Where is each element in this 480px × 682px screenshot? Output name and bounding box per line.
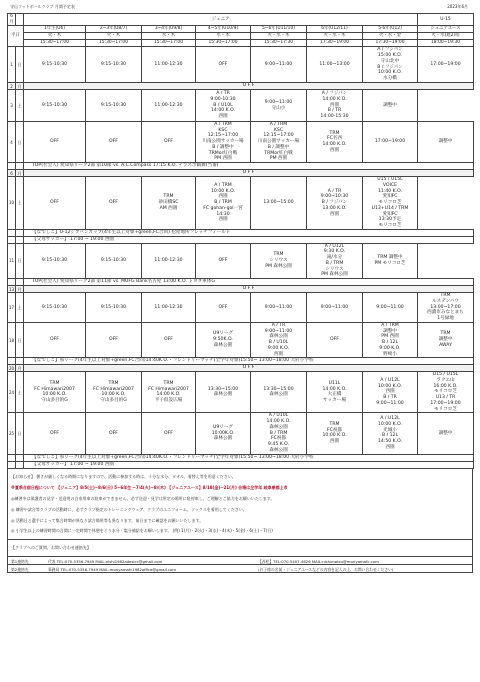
column-grade-header: 2~3年(U8/7) — [86, 26, 142, 33]
schedule-cell: U15 / U15L ラクエ山 16:00 K.O. モリコロ芝 U13 / TR 17:00~19:00 モリコロ芝 — [418, 372, 474, 413]
day-number: 18 — [8, 322, 16, 357]
notices-panel — [7, 469, 473, 540]
schedule-cell: A / フジパン 14:00 K.O. 西園 B / TR 14:00-15:30 — [307, 90, 363, 122]
schedule-cell: OFF — [142, 122, 196, 163]
schedule-cell: TRM FC Himawari2007 14:00 K.O. 平子仮設広場 — [142, 372, 196, 413]
contact-label: 第2連絡先 — [11, 566, 29, 572]
schedule-cell: 17:00~19:00 — [363, 122, 418, 163]
day-number: 20 — [8, 365, 15, 371]
day-number: 11 — [8, 243, 16, 278]
column-day-header: 火・水・金 — [363, 33, 418, 40]
weekday — [16, 279, 24, 286]
weekday: 月 — [17, 170, 22, 176]
day-number: 4 — [8, 122, 16, 163]
day-number — [8, 279, 16, 286]
schedule-cell: OFF — [24, 322, 86, 357]
column-day-header: 火・水(週2回) — [418, 33, 474, 40]
schedule-cell: 11:00~13:00 — [307, 47, 363, 83]
schedule-cell: 9:00~11:00 — [363, 293, 418, 323]
event-note: 【父母サッカー】 17:00 ~ 19:00 西園 — [24, 461, 474, 468]
off-band: O F F — [24, 365, 474, 372]
schedule-cell: 9:15-10:30 — [86, 293, 142, 323]
schedule-cell: TRM 砂田橋SC AM 西園 — [142, 177, 196, 230]
schedule-cell: 17:00~19:00 — [418, 47, 474, 83]
schedule-cell: U11L 14:00 K.O. 大正橋 サッカー場 — [307, 372, 363, 413]
schedule-cell: OFF — [86, 177, 142, 230]
contact-label: 第1連絡先 — [11, 558, 29, 564]
schedule-cell: A / U12L 9:30 K.O. 滝/水分 B / TRM シリウス PM 森林公園 — [307, 243, 363, 278]
column-day-header: 火・木 — [24, 33, 86, 40]
schedule-cell: 調整中 — [418, 413, 474, 454]
u15-header: U-15 — [418, 14, 474, 26]
column-day-header: 火・木 — [86, 33, 142, 40]
schedule-cell: TRM FC Himawari2007 10:00 K.O. 守山多目的G — [86, 372, 142, 413]
day-number: 25 — [8, 413, 16, 454]
junior-header: ジュニア — [24, 14, 418, 26]
schedule-cell: A / TRM 調整中 PM 西園 B / 12L 9:00 K.O. 野崎小 — [363, 322, 418, 357]
schedule-cell: OFF — [24, 122, 86, 163]
document-title: 守山フットボールクラブ 月間予定表 — [10, 4, 75, 9]
schedule-cell: 9:15-10:30 — [86, 243, 142, 278]
schedule-cell: 9:15-10:30 — [24, 90, 86, 122]
schedule-cell: 9:00~11:00 — [251, 47, 307, 83]
weekday: 月 — [17, 286, 22, 292]
schedule-cell: 13:30~15:00 森林公園 — [251, 372, 307, 413]
weekday: 月 — [17, 365, 22, 371]
contacts-panel — [7, 540, 473, 557]
schedule-cell: A / TRM KSC 12:15~17:00 川南公園サッカー場 B / 調整中 TRMor紅白戦 PM 西園 — [196, 122, 251, 163]
schedule-cell: TRM ルスデンバウ 13:00~17:00 西濃市みなとまち 1号緑地 — [418, 293, 474, 323]
schedule-cell: 9:15-10:30 — [86, 47, 142, 83]
schedule-cell: 9:00~11:00 — [251, 293, 307, 323]
off-band: O F F — [24, 83, 474, 90]
day-number: 3 — [8, 90, 16, 122]
schedule-cell: 11:00-12:30 — [142, 243, 196, 278]
column-grade-header: 6年(U12/11) — [307, 26, 363, 33]
day-number: 10 — [8, 177, 16, 230]
column-time-header: 18:00~19:30 — [418, 40, 474, 47]
column-day-header: 水・木 — [142, 33, 196, 40]
weekday: 日 — [16, 47, 24, 83]
day-number: 6 — [8, 170, 16, 177]
schedule-cell: 9:15-10:30 — [86, 90, 142, 122]
contact-right: 【西松】TEL:070-5407-4626 MAIL:nishimatsu@moriyamafc.com — [258, 558, 379, 564]
schedule-cell: OFF — [307, 322, 363, 357]
day-number: 24 — [8, 372, 16, 413]
notice-line: ◎ 活動日と選手によって集合時間が異なり試合場所等も異なります。前日までに確認をお願いいたします。 — [11, 517, 204, 523]
weekday — [16, 461, 24, 468]
day-number — [8, 236, 16, 243]
contact-row — [7, 557, 473, 565]
contact-row — [7, 565, 473, 573]
weekday: 日 — [16, 322, 24, 357]
column-grade-header: 5~6年(U11/10) — [251, 26, 307, 33]
schedule-cell: OFF — [24, 413, 86, 454]
schedule-cell: TRM 調整中 AWAY — [418, 322, 474, 357]
schedule-cell: TRM FC祝都 10:00 K.O. 西園 — [307, 413, 363, 454]
day-number: 17 — [8, 293, 16, 323]
schedule-cell: 9:15-10:30 — [24, 243, 86, 278]
schedule-cell: 13:30~15:00 森林公園 — [196, 372, 251, 413]
notice-line: ◎ 練習や試合等クラブの活動時に、必ずクラブ指定のトレーニングウェア、クラブのユニフォーム、ソックスを着用してください。 — [11, 506, 247, 512]
schedule-cell: 9:15-10:30 — [24, 293, 86, 323]
schedule-cell: A / TR 9:00~10:30 B / フジパン 13:00 K.O. 西園 — [307, 177, 363, 230]
schedule-cell: 9:00~11:00 守山小 — [251, 90, 307, 122]
schedule-cell: A / TRM 10:00 K.O. 西園 B / TRM FC gohan-gol一宮 14:30 西園 — [196, 177, 251, 230]
schedule-cell: 調整中 — [418, 122, 474, 163]
weekday: 月 — [17, 83, 22, 89]
weekday: 土 — [16, 90, 24, 122]
day-number: 2 — [8, 83, 16, 90]
day-number — [8, 358, 16, 365]
schedule-cell: 11:00-12:30 — [142, 293, 196, 323]
notice-line: ◎ 小学生以上の練習時間の合間に一定時間で休憩をとり水分・塩分補給をお願いします。 (例) 1(月)・2(火)・3(水)・4(木)・5(金)・6(土)・7(日) — [11, 528, 273, 534]
day-number: 13 — [8, 286, 15, 292]
schedule-cell: OFF — [196, 293, 251, 323]
weekday: 日 — [16, 243, 24, 278]
contact-left: 事務局 TEL:070-5356-7949 MAIL:moriyamafc1982office@gmail.com — [48, 566, 177, 572]
day-number — [8, 229, 16, 236]
column-time-header: 15:30~17:30 — [251, 40, 307, 47]
document-date: 2023年6月 — [447, 4, 468, 9]
schedule-cell: TRM FC名西 14:00 K.O. 西園 — [307, 122, 363, 163]
weekday-header: 平日 — [8, 26, 24, 47]
weekday: 日 — [16, 413, 24, 454]
schedule-cell: OFF — [196, 243, 251, 278]
schedule-cell: OFF — [196, 47, 251, 83]
event-note: TOP(社会人) 愛知県リーグ2部 第10節 vs. A.C.Compass 17:15 K.O. テラスポ鶴舞(当番) — [24, 163, 474, 170]
contacts-heading: 【クラブへのご質問、お問い合わせ連絡先】 — [11, 545, 91, 551]
weekday — [16, 358, 24, 365]
schedule-cell: U9リーグ 9:50K.O. 森林公園 — [196, 322, 251, 357]
notice-line: ◎練習中は保護者の見学・送迎用の自家用車の駐車ができません。必ず送迎・見学は所定の場所に駐停車し、ご理解とご協力をお願いいたします。 — [11, 495, 275, 501]
column-grade-header: 5·6年(U12) — [363, 26, 418, 33]
schedule-cell: OFF — [142, 322, 196, 357]
day-number: 1 — [8, 47, 16, 83]
day-number — [8, 454, 16, 461]
column-grade-header: ジュニアユース — [418, 26, 474, 33]
schedule-cell: TRM シリウス PM 森林公園 — [251, 243, 307, 278]
schedule-cell: 11:00-12:30 — [142, 47, 196, 83]
event-note: 【父母サッカー】 17:00 ~ 19:00 西園 — [24, 236, 474, 243]
schedule-cell: OFF — [86, 413, 142, 454]
column-grade-header: 1年生(U6) — [24, 26, 86, 33]
day-number — [8, 163, 16, 170]
column-day-header: 火・水・木 — [251, 33, 307, 40]
weekday: 日 — [16, 122, 24, 163]
weekday — [16, 229, 24, 236]
event-note: TOP(社会人) 愛知県リーグ2部 第11節 vs. MUFG Bank名古屋 13:00 K.O. トヨタ車体G — [24, 279, 474, 286]
column-day-header: 水・木 — [196, 33, 251, 40]
weekday: 土 — [16, 372, 24, 413]
schedule-cell: 9:00~11:00 — [307, 293, 363, 323]
schedule-cell: TRM 調整中 PM モリコロ芝 — [363, 243, 418, 278]
column-time-header: 15:30~17:00 — [142, 40, 196, 47]
column-grade-header: 3~4年(U9/8) — [142, 26, 196, 33]
contact-right: (お子様の名前・ジュニアユースなどの内容を記入の上、お問い合わせください) — [258, 566, 394, 572]
schedule-table — [7, 13, 474, 469]
weekday — [16, 163, 24, 170]
camp-notice: ※夏季合宿日程について 【ジュニア】8/5(土)~8/6(日) 5~6年生 ~7/4(火)~8/(木) 【ジュニアユース】8/18(金)~21(月) 会場は全学年 岐阜県郡上市 — [11, 485, 288, 491]
schedule-cell: A / U12L 10:00 K.O. 西園 B / TR 9:00~11:00 — [363, 372, 418, 413]
event-note: 【なでしこ】県リーグ(4年生以上対象+green,FC合同)14:40K.O.・フレンドリーマッチ(全学年対象)15:50~ 13:00~18:00 大府小学校 — [24, 454, 474, 461]
weekday: 土 — [16, 293, 24, 323]
column-time-header: 17:30~19:00 — [307, 40, 363, 47]
column-time-header: 15:30~17:00 — [86, 40, 142, 47]
contact-left: 代表 TEL:070-5356-7949 MAIL:nishi1982adesicc@gmail.com — [48, 558, 163, 564]
schedule-cell: 9:15-10:30 — [24, 47, 86, 83]
schedule-cell: A / TR 9:00-10:30 B / U10L 14:00 K.O. 西園 — [196, 90, 251, 122]
day-number — [8, 461, 16, 468]
schedule-cell: A / U12L 10:00 K.O. 光城小 B / 12L 14:50 K.O. 西園 — [363, 413, 418, 454]
schedule-cell: TRM FC Himawari2007 10:00 K.O. 守山多目的G — [24, 372, 86, 413]
weekday: 土 — [16, 177, 24, 230]
schedule-cell: OFF — [24, 177, 86, 230]
schedule-cell: OFF — [142, 413, 196, 454]
schedule-cell: A / TRM KSC 12:15~17:00 川南公園サッカー場 B / 調整中 TRMor紅白戦 PM 西園 — [251, 122, 307, 163]
schedule-cell: 11:00-12:30 — [142, 90, 196, 122]
schedule-cell: 13:00~15:00 — [251, 177, 307, 230]
event-note: 【なでしこ】U-12ジブパンカップ(4年生以上対象+green,FC合同) 松屋地所フレッチフィールド — [24, 229, 474, 236]
column-time-header: 17:30~19:00 — [363, 40, 418, 47]
schedule-cell: U15 / U15L VOICE 11:40 K.O. 愛知FC モリコロ芝 U13+U14 / TRM 愛知FC 13:30予定 モリコロ芝 — [363, 177, 418, 230]
schedule-cell: OFF — [86, 122, 142, 163]
schedule-cell: U9リーグ 10:00K.O. 森林公園 — [196, 413, 251, 454]
weekday — [16, 454, 24, 461]
off-band: O F F — [24, 170, 474, 177]
column-time-header: 15:30~17:00 — [24, 40, 86, 47]
schedule-cell: A / U10L 14:00 K.O. 森林公園 B / TRM FC祝都 9:45 K.O. 森林公園 — [251, 413, 307, 454]
schedule-cell: A / フジパン 15:00 K.O. 守山北中 B / フジパン 10:00 K.O. 水分橋 — [363, 47, 418, 83]
schedule-cell: 調整中 — [363, 90, 418, 122]
column-day-header: 火・水・木 — [307, 33, 363, 40]
column-grade-header: 4~5年(U10/9) — [196, 26, 251, 33]
weekday — [16, 236, 24, 243]
month-cell: 6月 — [9, 14, 14, 25]
off-band: O F F — [24, 286, 474, 293]
column-time-header: 15:30~17:00 — [196, 40, 251, 47]
schedule-cell: A / TR 9:00~11:00 森林公園 B / U10L 9:00 K.O. 西園 — [251, 322, 307, 357]
event-note: 【なでしこ】県リーグ(4年生以上対象+green,FC合同)14:40K.O.・フレンドリーマッチ(全学年対象)15:50~ 13:00~18:00 大府小学校 — [24, 358, 474, 365]
notice-line: 【お知らせ】 暑さが厳しくなる時期になりますので、活動に参加する時は、十分な水分、タオル、着替え等を用意ください。 — [11, 474, 236, 480]
schedule-cell: OFF — [86, 322, 142, 357]
